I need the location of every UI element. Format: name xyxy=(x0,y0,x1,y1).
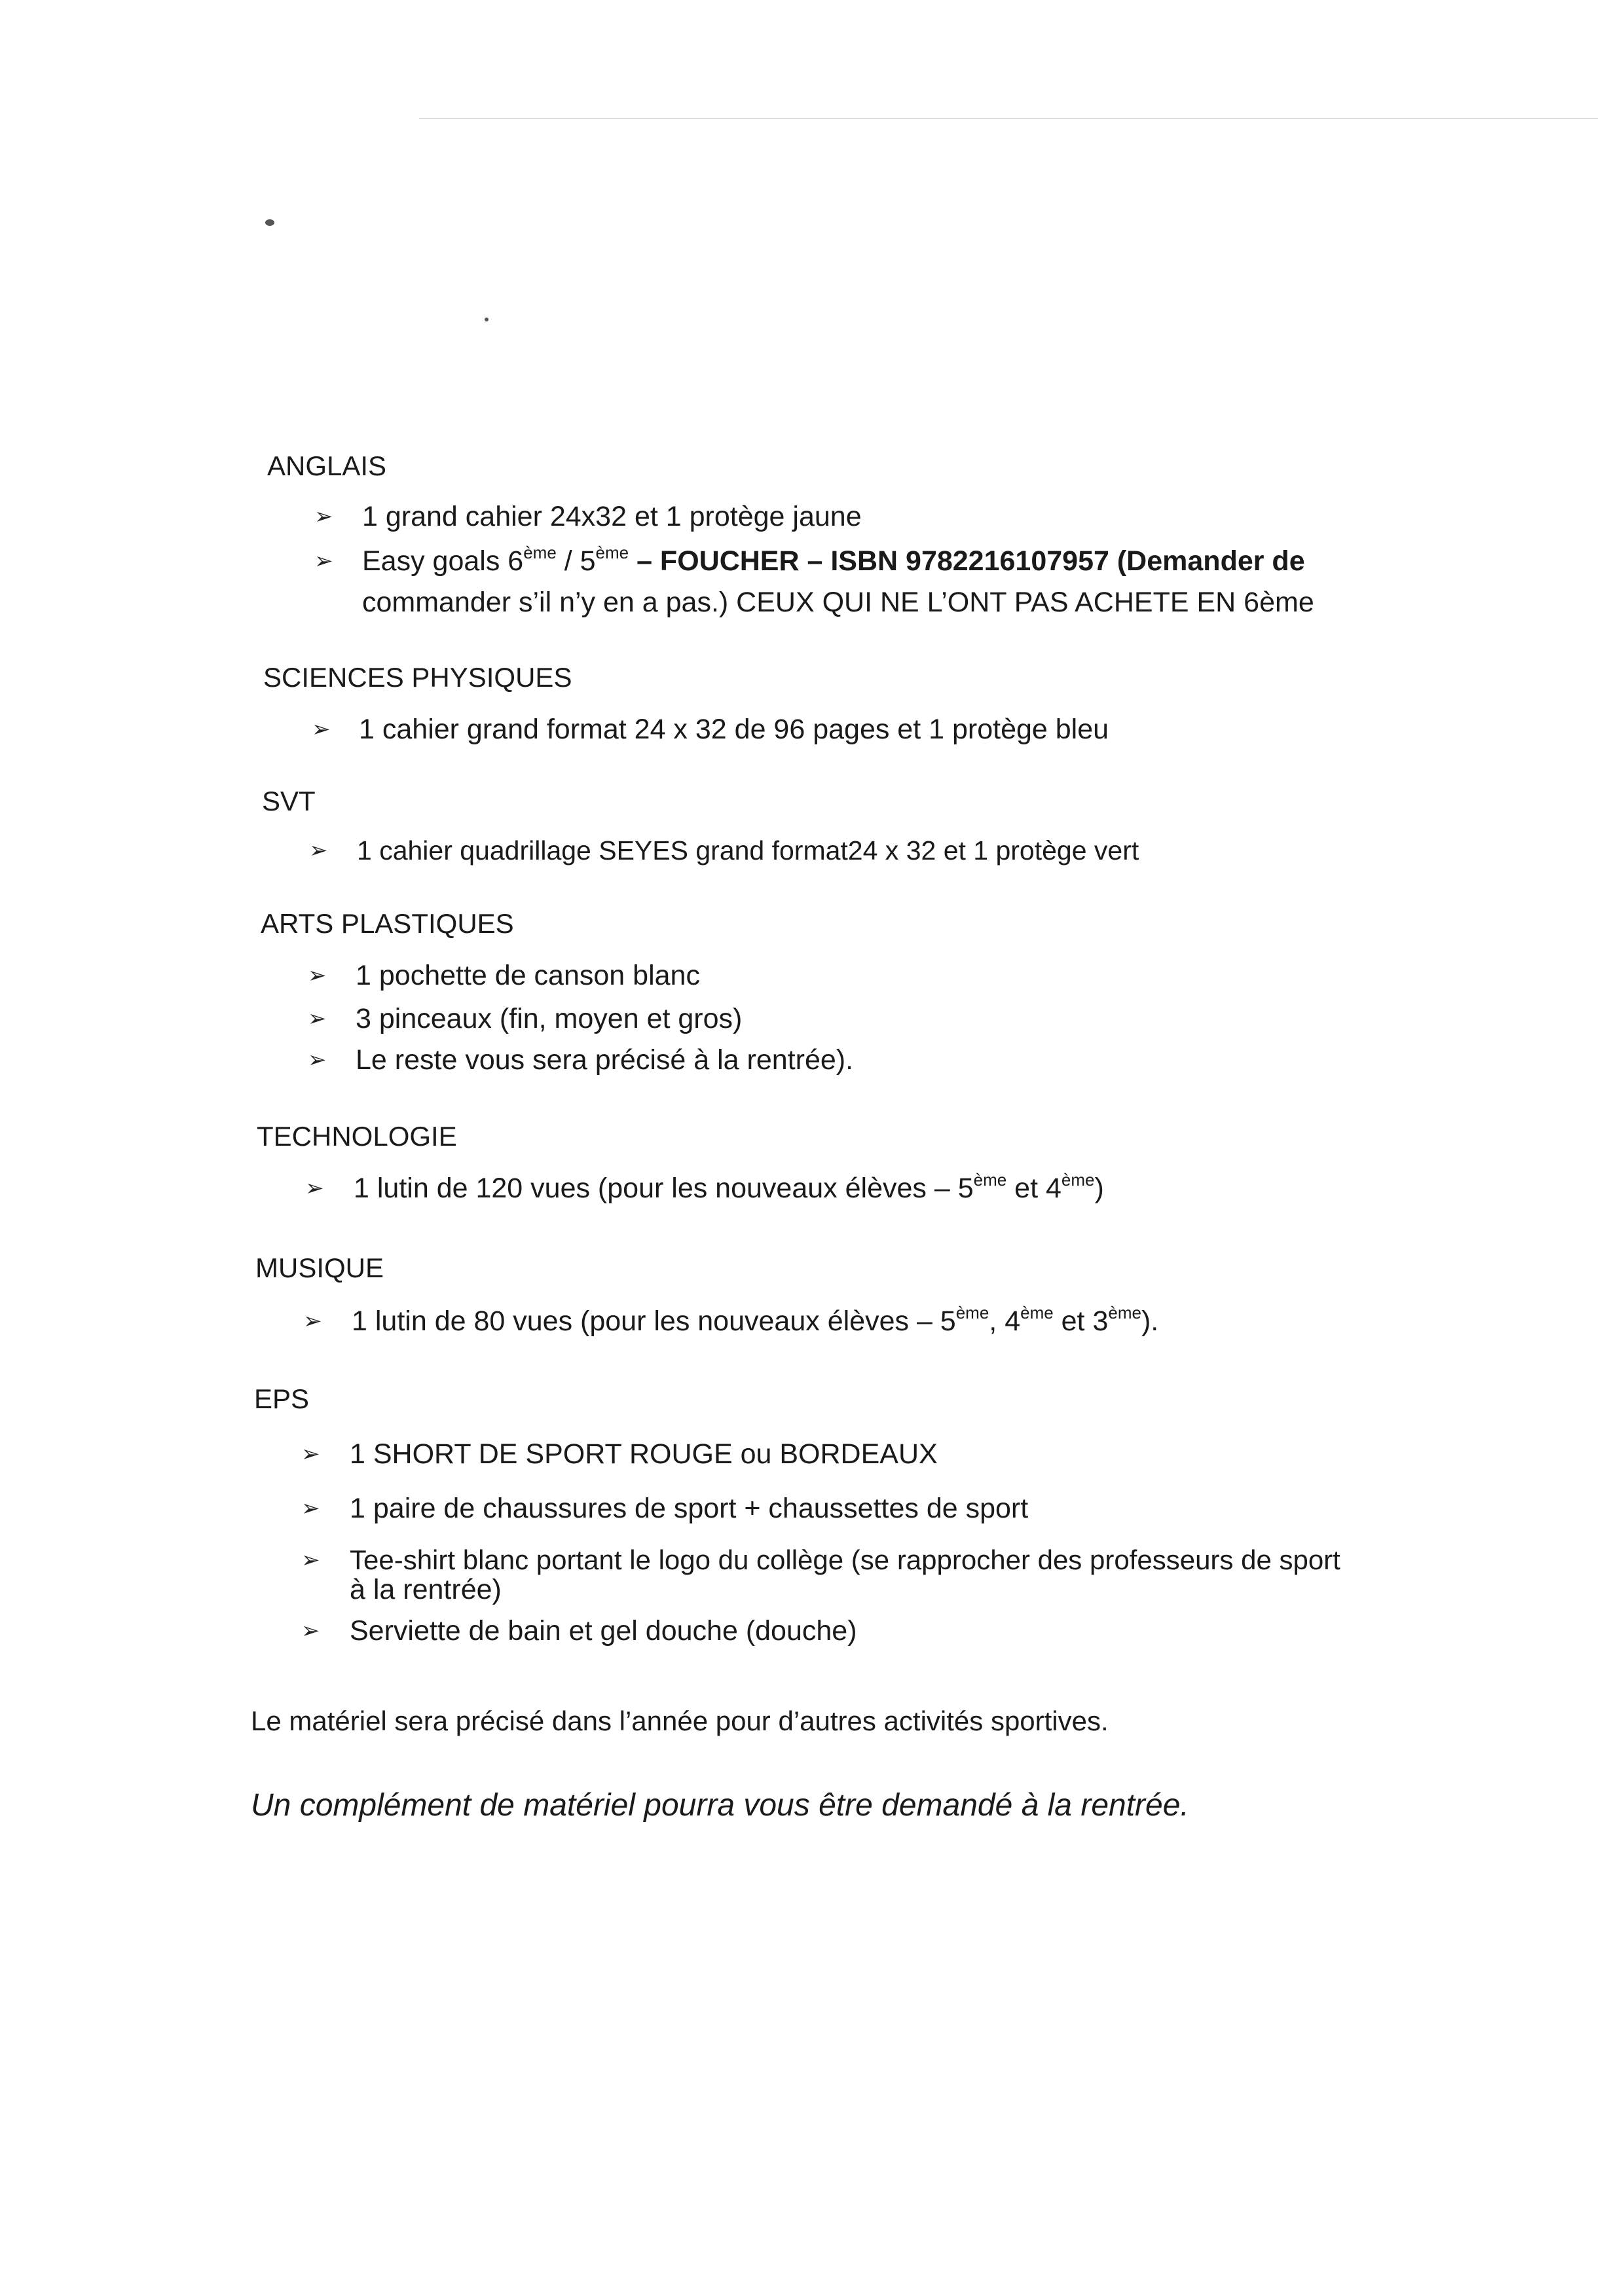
item-text: et 3 xyxy=(1053,1305,1109,1337)
footer-note: Le matériel sera précisé dans l’année pour d’autres activités sportives. xyxy=(251,1705,1109,1736)
superscript: ème xyxy=(1061,1170,1095,1190)
bullet-arrow-icon: ➢ xyxy=(308,963,327,988)
section-title: TECHNOLOGIE xyxy=(257,1121,457,1152)
scan-artifact-speck xyxy=(485,318,489,321)
item-text: ). xyxy=(1141,1305,1159,1337)
bullet-arrow-icon: ➢ xyxy=(305,1176,324,1201)
list-item: Tee-shirt blanc portant le logo du collège (se rapprocher des professeurs de sport xyxy=(350,1544,1340,1575)
superscript: ème xyxy=(595,543,629,562)
item-text: 1 lutin de 80 vues (pour les nouveaux élèves – 5 xyxy=(352,1305,956,1337)
bullet-arrow-icon: ➢ xyxy=(308,1006,327,1031)
bullet-arrow-icon: ➢ xyxy=(308,1048,327,1072)
superscript: ème xyxy=(955,1303,989,1322)
list-item: 1 SHORT DE SPORT ROUGE ou BORDEAUX xyxy=(350,1438,938,1470)
superscript: ème xyxy=(973,1170,1007,1190)
list-item: 1 cahier quadrillage SEYES grand format24 x 32 et 1 protège vert xyxy=(357,835,1139,866)
item-text: et 4 xyxy=(1006,1173,1061,1204)
section-title: ARTS PLASTIQUES xyxy=(261,908,514,939)
footer-italic-note: Un complément de matériel pourra vous être demandé à la rentrée. xyxy=(251,1788,1189,1823)
scan-artifact-top-rule xyxy=(419,118,1598,119)
section-title: ANGLAIS xyxy=(267,450,387,481)
bullet-arrow-icon: ➢ xyxy=(314,504,333,529)
section-title: EPS xyxy=(254,1383,310,1414)
item-text: ) xyxy=(1094,1173,1104,1204)
bullet-arrow-icon: ➢ xyxy=(312,717,331,742)
list-item-continuation: à la rentrée) xyxy=(350,1574,502,1605)
section-title: SVT xyxy=(262,786,316,816)
item-text: – FOUCHER – ISBN 9782216107957 (Demander de xyxy=(629,545,1305,577)
list-item: 1 pochette de canson blanc xyxy=(356,960,700,991)
list-item: Le reste vous sera précisé à la rentrée). xyxy=(356,1044,854,1076)
bullet-arrow-icon: ➢ xyxy=(309,838,328,863)
scan-artifact-speck xyxy=(265,219,274,226)
list-item-continuation: commander s’il n’y en a pas.) CEUX QUI NE L’ONT PAS ACHETE EN 6ème xyxy=(362,587,1314,618)
item-text: , 4 xyxy=(989,1305,1021,1337)
item-text: / 5 xyxy=(556,545,596,577)
superscript: ème xyxy=(1108,1303,1141,1322)
list-item: 3 pinceaux (fin, moyen et gros) xyxy=(356,1003,743,1034)
item-text: Easy goals 6 xyxy=(362,545,524,577)
bullet-arrow-icon: ➢ xyxy=(301,1442,320,1467)
list-item: Serviette de bain et gel douche (douche) xyxy=(350,1615,857,1647)
bullet-arrow-icon: ➢ xyxy=(303,1309,322,1334)
bullet-arrow-icon: ➢ xyxy=(314,549,333,574)
list-item xyxy=(354,1170,1104,1207)
superscript: ème xyxy=(1020,1303,1054,1322)
superscript: ème xyxy=(523,543,557,562)
section-title: SCIENCES PHYSIQUES xyxy=(263,662,572,693)
list-item xyxy=(352,1303,1158,1339)
bullet-arrow-icon: ➢ xyxy=(301,1496,320,1521)
bullet-arrow-icon: ➢ xyxy=(301,1548,320,1573)
list-item: 1 grand cahier 24x32 et 1 protège jaune xyxy=(362,501,862,532)
list-item: 1 paire de chaussures de sport + chaussettes de sport xyxy=(350,1493,1029,1524)
item-text: 1 lutin de 120 vues (pour les nouveaux élèves – 5 xyxy=(354,1173,974,1204)
list-item: 1 cahier grand format 24 x 32 de 96 pages et 1 protège bleu xyxy=(359,714,1109,745)
bullet-arrow-icon: ➢ xyxy=(301,1618,320,1643)
list-item xyxy=(362,543,1305,579)
section-title: MUSIQUE xyxy=(255,1252,384,1283)
